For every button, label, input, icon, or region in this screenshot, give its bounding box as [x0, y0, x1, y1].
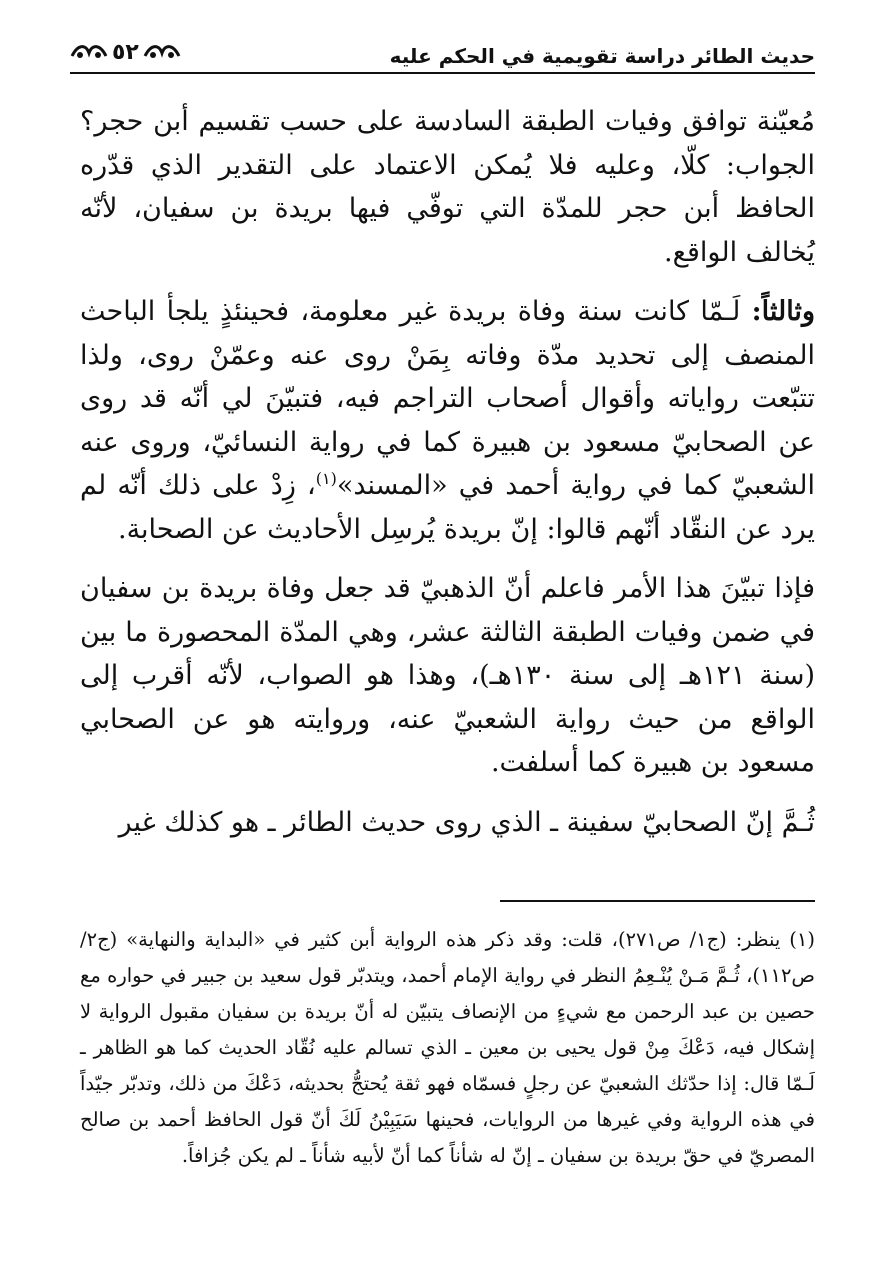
page-number: ٥٢ [112, 40, 139, 65]
footnotes [80, 922, 815, 1174]
paragraph-4: ثُـمَّ إنّ الصحابيّ سفينة ـ الذي روى حديث الطائر ـ هو كذلك غير [118, 806, 815, 838]
paragraph-2 [80, 290, 815, 551]
footnote-ref-1[interactable]: (١) [315, 469, 337, 488]
decorative-flourish-icon [143, 42, 181, 64]
decorative-flourish-icon [70, 42, 108, 64]
header-rule [70, 72, 815, 74]
footnote-1: (١) ينظر: (ج١/ ص٢٧١)، قلت: وقد ذكر هذه الرواية أبن كثير في «البداية والنهاية» (ج٢/ ص١١٢)، ثُـمَّ مَـنْ يُنْـعِمُ النظر في رواية الإمام أحمد، ويتدبّر قول سعيد بن جبير في حواره مع حصين بن عبد الرحمن مع شيءٍ من الإنصاف يتبيّن له أنّ بريدة بن سفيان مقبول الرواية لا إشكال فيه، دَعْكَ مِنْ قول يحيى بن معين ـ الذي تسالم عليه نُقّاد الحديث كما هو الظاهر ـ لَـمّا قال: إذا حدّثك الشعبيّ عن رجلٍ فسمّاه فهو ثقة يُحتجُّ بحديثه، دَعْكَ من ذلك، وتدبّر جيّداً في هذه الرواية وفي غيرها من الروايات، فحينها سَيَبِيْنُ لَكَ أنّ قول الحافظ أحمد بن صالح المصريّ في حقّ بريدة بن سفيان ـ إنّ له شأناً كما أنّ لأبيه شأناً ـ لم يكن جُزافاً. [80, 928, 816, 1167]
paragraph-1: مُعيّنة توافق وفيات الطبقة السادسة على حسب تقسيم أبن حجر؟ الجواب: كلّا، وعليه فلا يُمكن الاعتماد على التقدير الذي قدّره الحافظ أبن حجر للمدّة التي توفّي فيها بريدة بن سفيان، لأنّه يُخالف الواقع. [80, 106, 815, 268]
paragraph-2-lead: وثالثاً: [751, 296, 815, 327]
footnote-separator [500, 900, 815, 902]
page-number-block [70, 40, 181, 65]
running-header [70, 38, 815, 78]
paragraph-2-end: ، زِدْ على ذلك أنّه لم يرد عن النقّاد أنّهم قالوا: إنّ بريدة يُرسِل الأحاديث عن الصحابة. [80, 470, 815, 545]
main-text [80, 100, 815, 844]
header-title: حديث الطائر دراسة تقويمية في الحكم عليه [389, 44, 815, 68]
paragraph-2-text: لَـمّا كانت سنة وفاة بريدة غير معلومة، فحينئذٍ يلجأ الباحث المنصف إلى تحديد مدّة وفاته بِمَنْ روى عنه وعمّنْ روى، ولذا تتبّعت رواياته وأقوال أصحاب التراجم فيه، فتبيّنَ لي أنّه قد روى عن الصحابيّ مسعود بن هبيرة كما في رواية النسائيّ، وروى عنه الشعبيّ كما في رواية أحمد في «المسند» [80, 296, 816, 501]
paragraph-3: فإذا تبيّنَ هذا الأمر فاعلم أنّ الذهبيّ قد جعل وفاة بريدة بن سفيان في ضمن وفيات الطبقة الثالثة عشر، وهي المدّة المحصورة ما بين (سنة ١٢١هـ إلى سنة ١٣٠هـ)، وهذا هو الصواب، لأنّه أقرب إلى الواقع من حيث رواية الشعبيّ عنه، وروايته هو عن الصحابي مسعود بن هبيرة كما أسلفت. [80, 573, 815, 778]
